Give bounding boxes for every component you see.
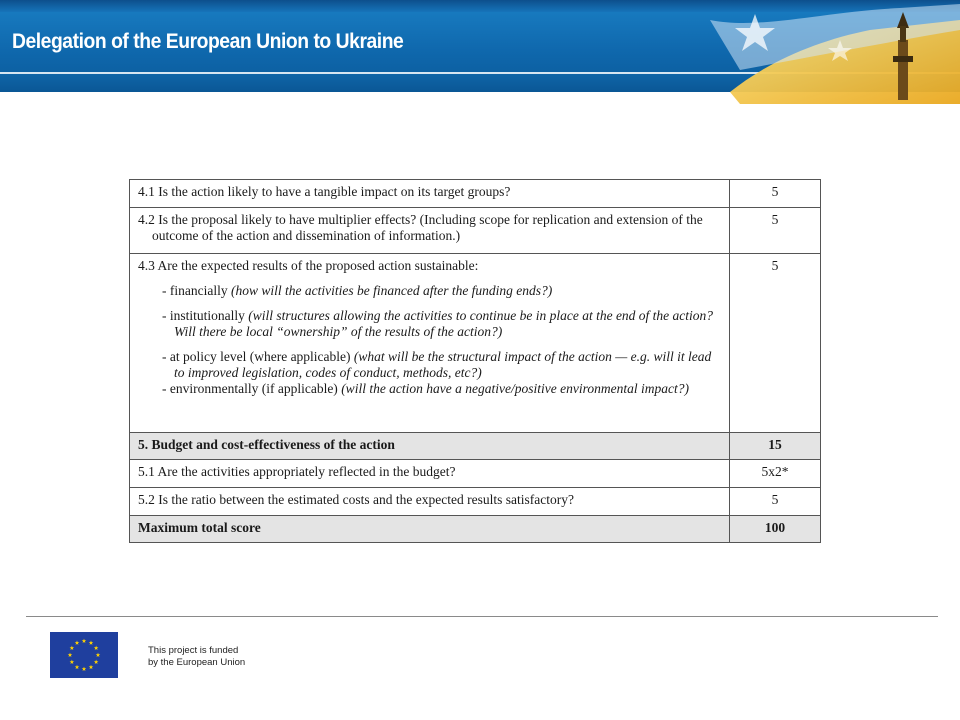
question-cell: 5.2 Is the ratio between the estimated costs and the expected results satisfactory? — [130, 488, 730, 516]
question-cell — [130, 254, 730, 433]
sustainability-item-institutional: - institutionally (will structures allowing the activities to continue be in place at the end of the action? Will there be local “ownership” of the results of the action?) — [162, 308, 714, 339]
score-cell: 5 — [730, 254, 821, 433]
sustainability-item-policy: - at policy level (where applicable) (what will be the structural impact of the action — e.g. will it lead to improved legislation, codes of conduct, methods, etc?) — [162, 349, 712, 380]
table-row — [130, 180, 821, 208]
footer-divider — [26, 616, 938, 617]
section-heading-cell: 5. Budget and cost-effectiveness of the action — [130, 433, 730, 460]
table-row — [130, 433, 821, 460]
banner-title: Delegation of the European Union to Ukraine — [12, 30, 404, 53]
table-row — [130, 460, 821, 488]
table-row — [130, 516, 821, 543]
table-row — [130, 488, 821, 516]
question-text: 4.2 Is the proposal likely to have multiplier effects? (Including scope for replication and extension of the outcome of the action and dissemination of information.) — [138, 212, 703, 243]
question-cell: 5.1 Are the activities appropriately reflected in the budget? — [130, 460, 730, 488]
score-cell: 15 — [730, 433, 821, 460]
evaluation-score-table — [129, 179, 821, 543]
score-cell: 5x2* — [730, 460, 821, 488]
score-cell: 5 — [730, 208, 821, 254]
score-cell: 5 — [730, 488, 821, 516]
total-score-cell: 100 — [730, 516, 821, 543]
question-text: 4.3 Are the expected results of the proposed action sustainable: — [138, 258, 479, 273]
funding-line-1: This project is funded — [148, 645, 239, 656]
question-cell — [130, 208, 730, 254]
funding-line-2: by the European Union — [148, 657, 246, 668]
table-row — [130, 208, 821, 254]
total-label-cell: Maximum total score — [130, 516, 730, 543]
question-cell: 4.1 Is the action likely to have a tangible impact on its target groups? — [130, 180, 730, 208]
eu-flag-icon — [50, 632, 118, 678]
funding-notice — [148, 645, 245, 669]
sustainability-item-financial: - financially (how will the activities be financed after the funding ends?) — [162, 283, 553, 298]
sustainability-item-environmental: - environmentally (if applicable) (will the action have a negative/positive environmental impact?) — [162, 381, 689, 396]
table-row — [130, 254, 821, 433]
banner-decoration-icon — [700, 0, 960, 104]
score-cell: 5 — [730, 180, 821, 208]
